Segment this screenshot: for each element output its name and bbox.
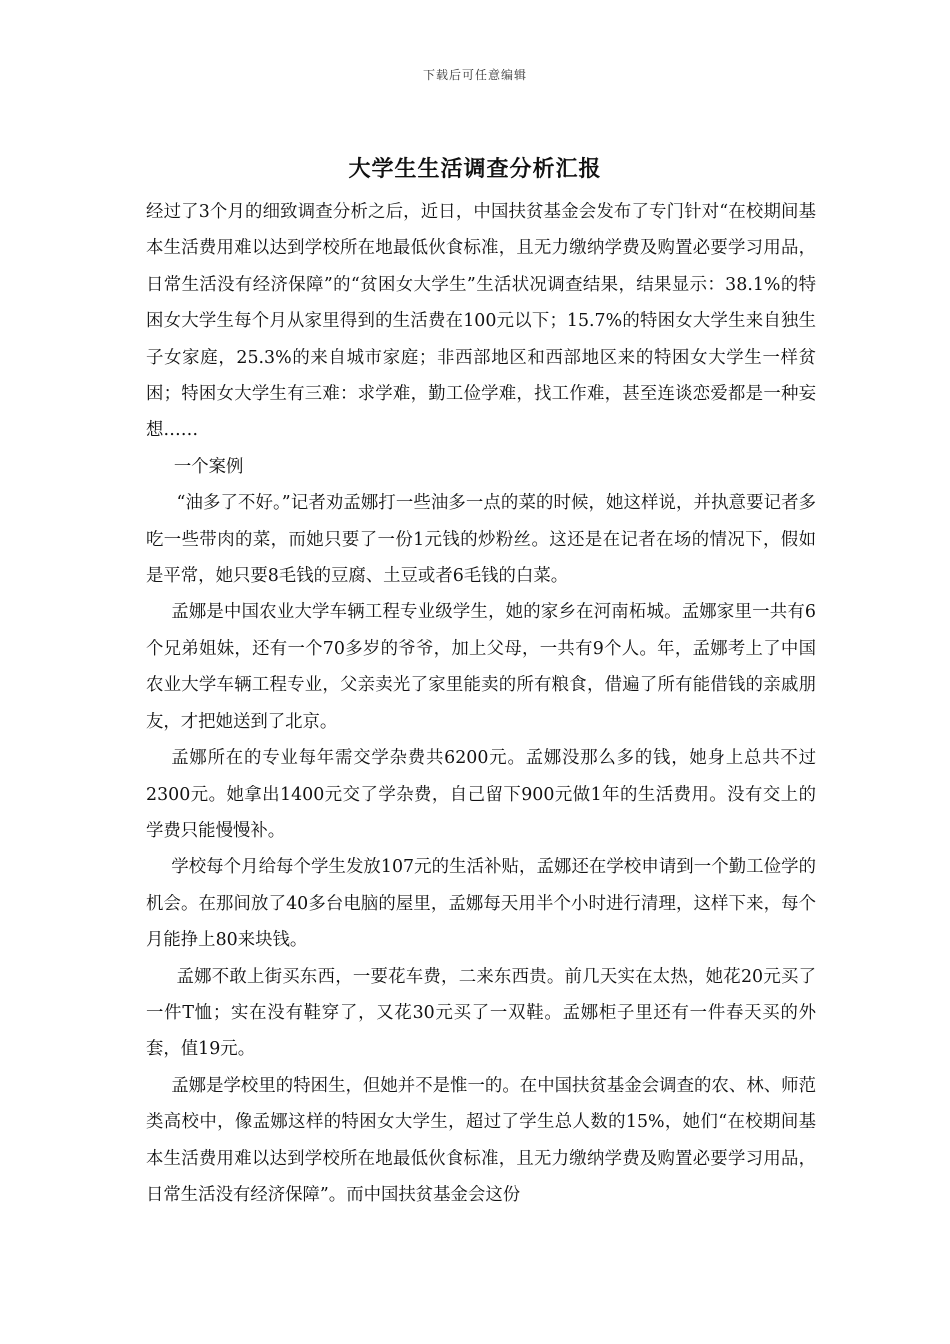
paragraph-case-3: 孟娜所在的专业每年需交学杂费共6200元。孟娜没那么多的钱，她身上总共不过2300元。她拿出1400元交了学杂费，自己留下900元做1年的生活费用。没有交上的学费只能慢慢补。	[146, 748, 816, 841]
paragraph-case-4: 学校每个月给每个学生发放107元的生活补贴，孟娜还在学校申请到一个勤工俭学的机会。在那间放了40多台电脑的屋里，孟娜每天用半个小时进行清理，这样下来，每个月能挣上80来块钱。	[146, 857, 816, 951]
paragraph-case-6: 孟娜是学校里的特困生，但她并不是惟一的。在中国扶贫基金会调查的农、林、师范类高校中，像孟娜这样的特困女大学生，超过了学生总人数的15%，她们“在校期间基本生活费用难以达到学校所在地最低伙食标准，且无力缴纳学费及购置必要学习用品，日常生活没有经济保障”。而中国扶贫基金会这份	[146, 1075, 816, 1205]
header-note: 下载后可任意编辑	[422, 68, 527, 82]
paragraph-case-2: 孟娜是中国农业大学车辆工程专业级学生，她的家乡在河南柘城。孟娜家里一共有6个兄弟姐妹，还有一个70多岁的爷爷，加上父母，一共有9个人。年，孟娜考上了中国农业大学车辆工程专业，父亲卖光了家里能卖的所有粮食，借遍了所有能借钱的亲戚朋友，才把她送到了北京。	[146, 602, 816, 732]
document-title: 大学生生活调查分析汇报	[348, 157, 602, 182]
paragraph-case-1: “油多了不好。”记者劝孟娜打一些油多一点的菜的时候，她这样说，并执意要记者多吃一些带肉的菜，而她只要了一份1元钱的炒粉丝。这还是在记者在场的情况下，假如是平常，她只要8毛钱的豆腐、土豆或者6毛钱的白菜。	[146, 493, 816, 587]
paragraph-case-5: 孟娜不敢上街买东西，一要花车费，二来东西贵。前几天实在太热，她花20元买了一件T恤；实在没有鞋穿了，又花30元买了一双鞋。孟娜柜子里还有一件春天买的外套，值19元。	[146, 966, 816, 1060]
document-body	[146, 194, 816, 1213]
paragraph-intro: 经过了3个月的细致调查分析之后，近日，中国扶贫基金会发布了专门针对“在校期间基本生活费用难以达到学校所在地最低伙食标准，且无力缴纳学费及购置必要学习用品，日常生活没有经济保障”的“贫困女大学生”生活状况调查结果，结果显示：38.1%的特困女大学生每个月从家里得到的生活费在100元以下；15.7%的特困女大学生来自独生子女家庭，25.3%的来自城市家庭；非西部地区和西部地区来的特困女大学生一样贫困；特困女大学生有三难：求学难，勤工俭学难，找工作难，甚至连谈恋爱都是一种妄想……	[146, 202, 816, 441]
section-heading: 一个案例	[173, 456, 244, 477]
